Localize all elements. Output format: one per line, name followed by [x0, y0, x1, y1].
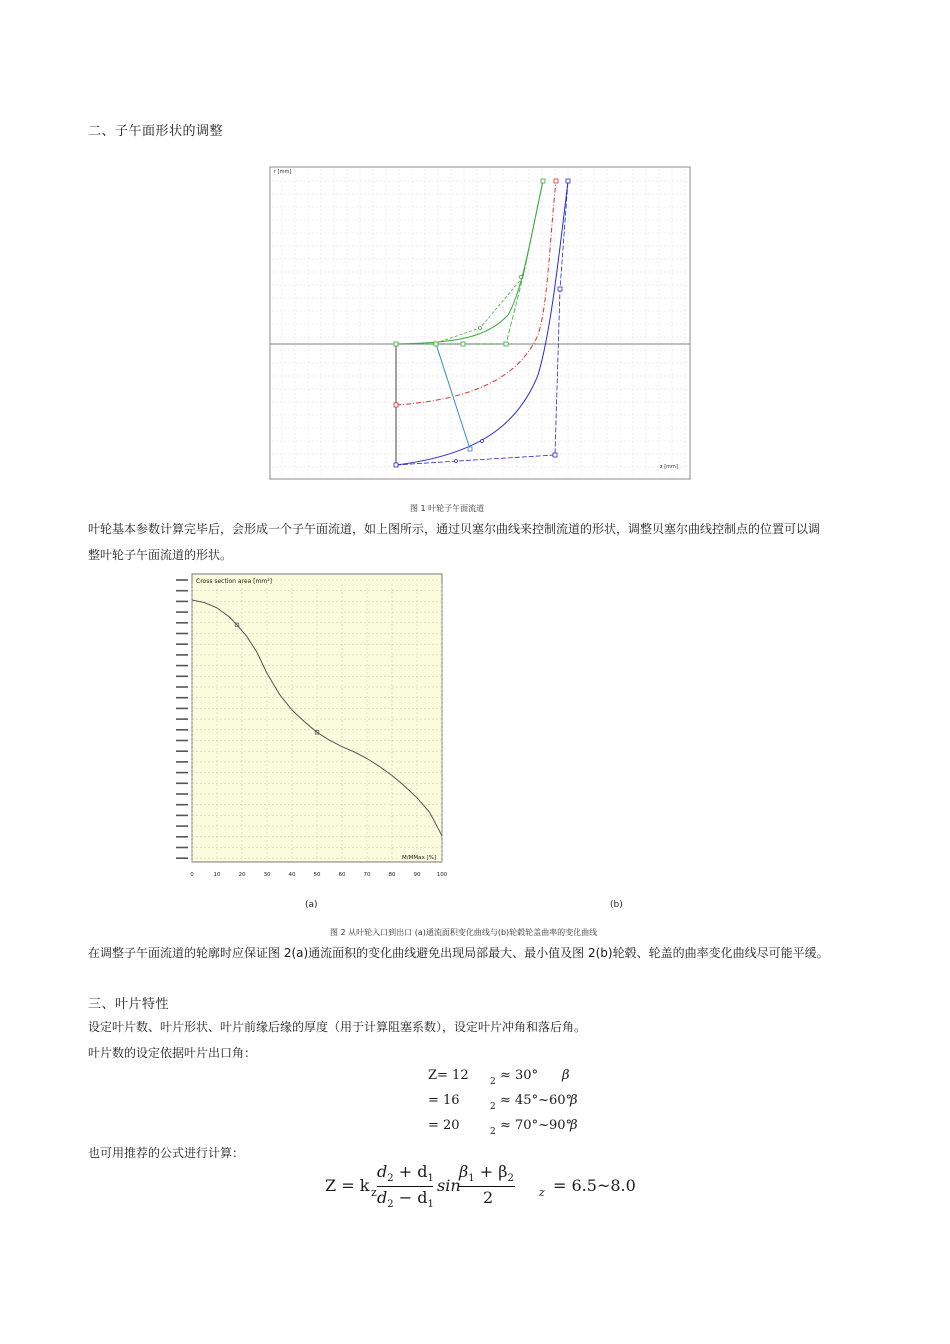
chart-y-ticks [176, 580, 188, 858]
formula-k-sub: z [371, 1186, 377, 1199]
equation-rhs: ≈ 30° [500, 1068, 539, 1083]
chart-x-ticks [190, 872, 447, 878]
formula-lhs: Z = k [325, 1176, 370, 1195]
sub: 2 [387, 1199, 394, 1211]
x-tick-label: 30 [263, 872, 271, 878]
control-point [481, 440, 484, 443]
control-point [553, 453, 557, 457]
control-point [394, 342, 398, 346]
x-tick-label: 70 [363, 872, 371, 878]
paragraph-line: 整叶轮子午面流道的形状。 [88, 548, 233, 562]
formula-kz-sub: z [539, 1186, 545, 1199]
section3-paragraph-3: 也可用推荐的公式进行计算： [88, 1146, 245, 1160]
section3-paragraph-2: 叶片数的设定依据叶片出口角： [88, 1046, 257, 1060]
x-tick-label: 40 [288, 872, 296, 878]
minus-d: − d [393, 1188, 428, 1207]
figure-1-caption: 图 1 叶轮子午面流道 [410, 504, 485, 513]
chart-title: Cross section area [mm²] [196, 578, 272, 585]
section-heading-3: 三、叶片特性 [88, 997, 170, 1012]
x-tick-label: 20 [238, 872, 246, 878]
recommended-formula [325, 1160, 645, 1220]
fig1-x-label: z [mm] [660, 464, 678, 470]
sub: 1 [427, 1199, 434, 1211]
equation-lhs: = 20 [428, 1118, 460, 1133]
control-point [434, 342, 438, 346]
x-tick-label: 100 [436, 872, 448, 878]
control-point [520, 276, 523, 279]
control-point [479, 327, 482, 330]
control-point [394, 403, 398, 407]
sub: 1 [427, 1173, 434, 1185]
fraction-denominator [377, 1188, 434, 1210]
figure-2-caption: 图 2 从叶轮入口到出口 (a)通流面积变化曲线与(b)轮毂轮盖曲率的变化曲线 [330, 928, 598, 937]
x-tick-label: 10 [213, 872, 221, 878]
control-point [566, 179, 570, 183]
equation-sub: 2 [490, 1102, 496, 1112]
formula-kz-value: = 6.5~8.0 [553, 1176, 636, 1195]
figure-2a-cross-section-chart [170, 572, 450, 882]
control-point [468, 447, 472, 451]
var-d: d [377, 1188, 388, 1207]
fraction-denominator: 2 [483, 1188, 494, 1207]
plus-d: + d [393, 1162, 428, 1181]
fraction-numerator [459, 1162, 514, 1184]
x-tick-label: 80 [388, 872, 396, 878]
figure-1-meridional-channel [258, 165, 698, 493]
formula-sin: sin [437, 1176, 461, 1195]
figure-2a-label: (a) [305, 900, 318, 910]
equation-sub: 2 [490, 1077, 496, 1087]
fraction-numerator [377, 1162, 434, 1184]
x-tick-label: 0 [190, 872, 194, 878]
section2-paragraph-1 [88, 516, 878, 568]
section3-paragraph-1: 设定叶片数、叶片形状、叶片前缘后缘的厚度（用于计算阻塞系数），设定叶片冲角和落后角。 [88, 1020, 587, 1034]
equation-beta: β [570, 1118, 578, 1133]
equation-sub: 2 [490, 1127, 496, 1137]
section2-paragraph-2: 在调整子午面流道的轮廓时应保证图 2(a)通流面积的变化曲线避免出现局部最大、最小值及图 2(b)轮毂、轮盖的曲率变化曲线尽可能平缓。 [88, 946, 829, 960]
fraction-bar [377, 1186, 433, 1187]
formula-fraction-1 [377, 1160, 437, 1212]
fig1-frame [270, 167, 690, 479]
control-point [541, 179, 545, 183]
section-heading-2: 二、子午面形状的调整 [88, 124, 224, 139]
control-point [554, 179, 558, 183]
equation-rhs: ≈ 70°~90° [500, 1118, 573, 1133]
control-point [455, 460, 458, 463]
x-tick-label: 50 [313, 872, 321, 878]
equation-row [428, 1118, 628, 1144]
var-d: d [377, 1162, 388, 1181]
equation-row [428, 1068, 628, 1094]
control-point [461, 342, 465, 346]
plus-beta: + β [474, 1162, 508, 1181]
control-point [558, 287, 562, 291]
sub: 2 [387, 1173, 394, 1185]
fig1-unit-label: r [mm] [274, 169, 292, 175]
equation-beta: β [570, 1093, 578, 1108]
x-tick-label: 90 [413, 872, 421, 878]
equation-row [428, 1093, 628, 1119]
control-point [504, 342, 508, 346]
equation-beta: β [562, 1068, 570, 1083]
chart-x-label: M/MMax [%] [402, 855, 436, 861]
paragraph-line: 叶轮基本参数计算完毕后，会形成一个子午面流道，如上图所示，通过贝塞尔曲线来控制流道的形状，调整贝塞尔曲线控制点的位置可以调 [88, 522, 821, 536]
figure-2b-label: (b) [610, 900, 623, 910]
control-point [394, 463, 398, 467]
sub: 1 [468, 1173, 475, 1185]
var-beta: β [459, 1162, 469, 1181]
fraction-bar [459, 1186, 515, 1187]
equation-lhs: Z= 12 [428, 1068, 469, 1083]
equation-lhs: = 16 [428, 1093, 460, 1108]
equation-rhs: ≈ 45°~60° [500, 1093, 573, 1108]
formula-fraction-2 [459, 1160, 519, 1212]
sub: 2 [507, 1173, 514, 1185]
x-tick-label: 60 [338, 872, 346, 878]
